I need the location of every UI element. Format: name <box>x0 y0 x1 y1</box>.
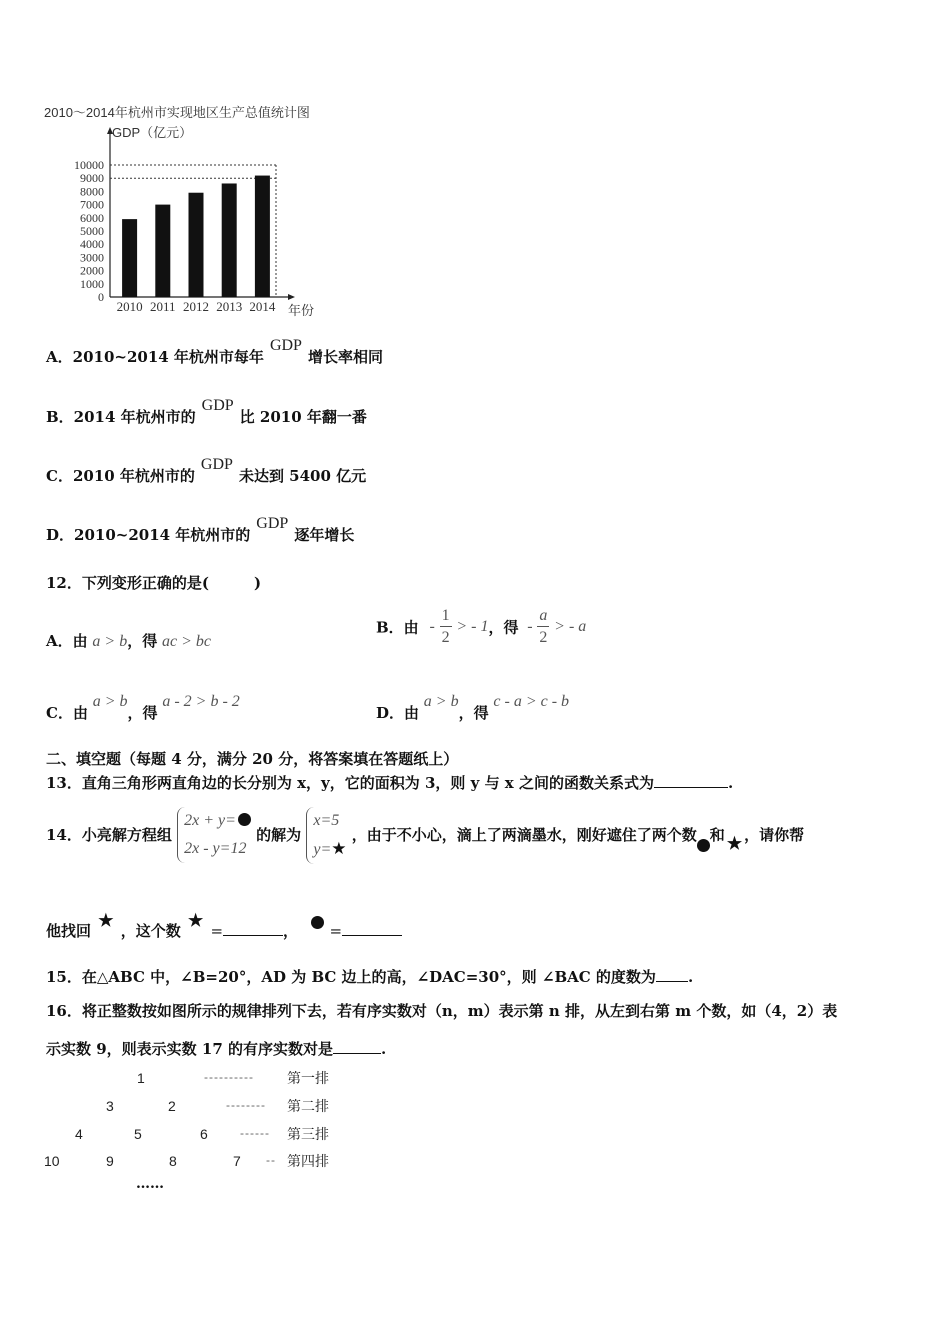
q14-sol2 <box>313 835 346 864</box>
q11-c-pre: C．2010 年杭州市的 <box>46 467 195 485</box>
chart-title: 2010～2014年杭州市实现地区生产总值统计图 <box>44 105 310 120</box>
triangle-dashes: -- <box>266 1153 276 1167</box>
triangle-dashes: ---------- <box>204 1070 254 1084</box>
ink-star-icon: ★ <box>98 911 114 931</box>
q12-stem: 12．下列变形正确的是( ) <box>46 574 262 592</box>
q13-text: 13．直角三角形两直角边的长分别为 x，y，它的面积为 3，则 y 与 x 之间的函数关系式为 <box>46 774 654 792</box>
q15-text: 15．在△ABC 中，∠B=20°，AD 为 BC 边上的高，∠DAC=30°，则 ∠BAC 的度数为 <box>46 968 656 986</box>
ink-dot-icon <box>238 813 251 826</box>
q12-b-frac1-num: 1 <box>440 608 452 627</box>
y-tick-label: 6000 <box>80 210 104 225</box>
y-tick-label: 3000 <box>80 250 104 265</box>
q14-sol1: x=5 <box>313 811 340 829</box>
q12-d-m2: c - a > c - b <box>493 693 570 710</box>
q12-b-frac1 <box>440 608 452 646</box>
q14-text2: ，请你帮 <box>744 826 805 844</box>
q12-d-m1: a > b <box>423 693 459 710</box>
q14-eq1-text: 2x + y= <box>184 812 236 829</box>
q14-and: 和 <box>709 826 725 844</box>
triangle-dashes: -------- <box>226 1098 266 1112</box>
q11-d-gdp: GDP <box>256 515 289 532</box>
q12-option-c <box>46 690 240 722</box>
x-axis-arrow-icon <box>288 294 295 300</box>
q11-option-c <box>46 456 367 486</box>
y-tick-label: 9000 <box>80 171 104 186</box>
triangle-number: 7 <box>233 1153 241 1169</box>
q12-b-post2: > - a <box>554 618 587 635</box>
q14-eq2: 2x - y=12 <box>184 840 247 857</box>
q12-a-label: A．由 <box>46 632 88 650</box>
q11-option-a <box>46 337 383 367</box>
ink-dot-icon <box>697 839 710 852</box>
q14-mid: 的解为 <box>256 826 302 844</box>
q13-answer-blank[interactable] <box>654 773 728 788</box>
triangle-number: 1 <box>137 1070 145 1086</box>
x-axis-label: 年份 <box>288 303 315 318</box>
y-tick-label: 1000 <box>80 276 104 291</box>
triangle-number: 5 <box>134 1126 142 1142</box>
q12-c-mid: ，得 <box>127 704 158 722</box>
q12-a-mid: ，得 <box>127 632 158 650</box>
q11-option-b <box>46 397 367 427</box>
y-tick-label: 0 <box>98 290 104 304</box>
q12-b-frac2 <box>537 608 549 646</box>
triangle-number: 10 <box>44 1153 60 1169</box>
q14-solution-system <box>306 807 346 864</box>
gdp-chart-svg <box>40 100 360 325</box>
y-axis-label: GDP（亿元） <box>112 125 193 140</box>
q14-label: 14．小亮解方程组 <box>46 826 172 844</box>
q11-b-post: 比 2010 年翻一番 <box>239 408 367 426</box>
triangle-ellipsis: …… <box>136 1176 164 1192</box>
q12-option-b <box>376 608 586 646</box>
q11-b-gdp: GDP <box>201 397 234 414</box>
bar <box>255 176 270 297</box>
y-tick-label: 5000 <box>80 224 104 238</box>
ink-star-icon: ★ <box>726 834 743 854</box>
q12-option-d <box>376 690 570 722</box>
x-tick-label: 2013 <box>216 299 243 314</box>
q14-eq1 <box>184 807 251 835</box>
q12-b-frac2-den: 2 <box>539 629 548 646</box>
row-label: 第二排 <box>287 1098 329 1114</box>
q12-c-label: C．由 <box>46 704 88 722</box>
y-tick-label: 2000 <box>80 263 104 278</box>
q15: 15．在△ABC 中，∠B=20°，AD 为 BC 边上的高，∠DAC=30°，则 ∠BAC 的度数为 . <box>46 968 694 986</box>
q11-c-gdp: GDP <box>200 456 233 473</box>
q14-text1: ，由于不小心，滴上了两滴墨水，刚好遮住了两个数 <box>351 826 697 844</box>
gdp-chart <box>40 100 360 325</box>
q11-d-pre: D．2010~2014 年杭州市的 <box>46 526 251 544</box>
q13: 13．直角三角形两直角边的长分别为 x，y，它的面积为 3，则 y 与 x 之间的函数关系式为 . <box>46 774 734 792</box>
q14-line1 <box>46 806 804 864</box>
q12-option-a <box>46 630 211 651</box>
q11-option-d <box>46 515 355 545</box>
q11-b-pre: B．2014 年杭州市的 <box>46 408 196 426</box>
q14-eq-sign-2: = <box>329 922 343 940</box>
q14-dot-answer-blank[interactable] <box>342 921 402 936</box>
q14-eq-sign-1: = <box>210 922 224 940</box>
q14-star-answer-blank[interactable] <box>223 921 283 936</box>
triangle-number: 3 <box>106 1098 114 1114</box>
q11-a-gdp: GDP <box>269 337 302 354</box>
q14-equation-system <box>177 807 251 863</box>
x-tick-label: 2011 <box>150 299 176 314</box>
q11-c-post: 未达到 5400 亿元 <box>238 467 367 485</box>
q12-b-mid: ，得 <box>488 618 519 637</box>
q14-line2b: ，这个数 <box>120 922 181 940</box>
section-2-heading: 二、填空题（每题 4 分，满分 20 分，将答案填在答题纸上） <box>46 750 459 768</box>
q12-b-post1: > - 1 <box>456 618 489 635</box>
q14-sol2-text: y= <box>313 840 332 858</box>
q12-b-frac2-num: a <box>537 608 549 627</box>
triangle-number: 2 <box>168 1098 176 1114</box>
q14-line2 <box>46 910 402 940</box>
triangle-dashes: ------ <box>240 1126 270 1140</box>
x-tick-label: 2012 <box>183 299 209 314</box>
q11-a-post: 增长率相同 <box>307 348 383 366</box>
bar <box>122 219 137 297</box>
q11-d-post: 逐年增长 <box>294 526 355 544</box>
bar <box>222 183 237 297</box>
ink-star-icon: ★ <box>187 911 204 931</box>
y-tick-label: 10000 <box>74 158 104 172</box>
q16-line1: 16．将正整数按如图所示的规律排列下去，若有序实数对（n，m）表示第 n 排，从左到右第 m 个数，如（4，2）表 <box>46 1002 838 1020</box>
q15-answer-blank[interactable] <box>656 967 688 982</box>
chart-layer <box>74 127 295 314</box>
q12-a-m1: a > b <box>92 633 128 650</box>
q14-line2a: 他找回 <box>46 922 92 940</box>
q12-b-pre2: - <box>527 618 533 635</box>
q12-b-frac1-den: 2 <box>441 629 450 646</box>
q16-line2: 示实数 9，则表示实数 17 的有序实数对是 . <box>46 1040 387 1058</box>
triangle-number: 9 <box>106 1153 114 1169</box>
x-tick-label: 2010 <box>116 299 143 314</box>
row-label: 第一排 <box>287 1070 329 1086</box>
q16-line2-text: 示实数 9，则表示实数 17 的有序实数对是 <box>46 1040 333 1058</box>
y-tick-label: 8000 <box>80 184 104 199</box>
x-tick-label: 2014 <box>249 299 276 314</box>
row-label: 第三排 <box>287 1126 329 1142</box>
bar <box>155 205 170 297</box>
ink-star-icon: ★ <box>331 838 347 858</box>
q12-d-mid: ，得 <box>458 704 489 722</box>
triangle-number: 4 <box>75 1126 83 1142</box>
bar <box>189 193 204 297</box>
row-label: 第四排 <box>287 1153 329 1169</box>
y-tick-label: 4000 <box>80 237 104 252</box>
q12-c-m2: a - 2 > b - 2 <box>162 693 240 710</box>
q12-a-m2: ac > bc <box>162 633 212 650</box>
q11-a-pre: A．2010~2014 年杭州市每年 <box>46 348 264 366</box>
q16-answer-blank[interactable] <box>333 1039 381 1054</box>
y-tick-label: 7000 <box>80 197 104 212</box>
triangle-number: 6 <box>200 1126 208 1142</box>
q14-comma: ， <box>283 922 299 940</box>
q12-c-m1: a > b <box>92 693 128 710</box>
q12-b-label: B．由 <box>376 618 419 637</box>
ink-dot-icon <box>311 916 324 929</box>
q12-d-label: D．由 <box>376 704 420 722</box>
triangle-number: 8 <box>169 1153 177 1169</box>
q12-b-pre1: - <box>429 618 435 635</box>
